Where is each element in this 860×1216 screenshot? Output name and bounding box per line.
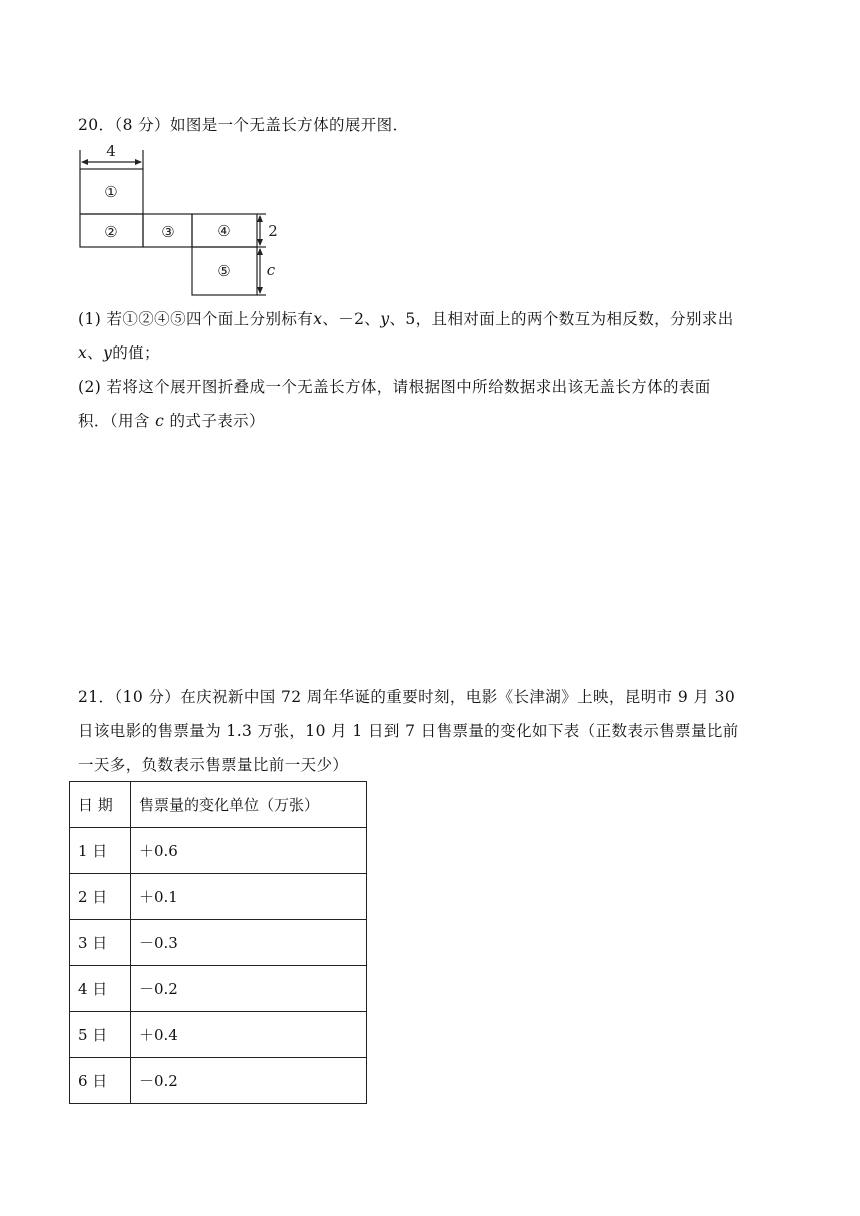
table-cell-date: 2 日	[70, 874, 131, 920]
question-21-line-2: 日该电影的售票量为 1.3 万张，10 月 1 日到 7 日售票量的变化如下表（正数表示售票量比前	[78, 722, 739, 740]
face-3-label: ③	[161, 223, 175, 241]
face-1-label: ①	[104, 183, 118, 201]
face-4-label: ④	[217, 222, 231, 240]
table-row	[70, 874, 367, 920]
table-cell-date: 3 日	[70, 920, 131, 966]
depth-label: c	[266, 261, 276, 279]
question-20-header: 20．（8 分）如图是一个无盖长方体的展开图．	[78, 116, 409, 134]
ticket-change-table	[69, 781, 367, 1104]
face-2-label: ②	[104, 223, 118, 241]
table-cell-change: ＋0.6	[131, 828, 367, 874]
question-20-part-2-line-1: (2) 若将这个展开图折叠成一个无盖长方体，请根据图中所给数据求出该无盖长方体的表面	[78, 378, 711, 396]
table-header-change: 售票量的变化单位（万张）	[131, 782, 367, 828]
table-cell-change: －0.2	[131, 966, 367, 1012]
height-label: 2	[268, 222, 278, 240]
question-20-part-1-line-2: x、y的值；	[78, 344, 160, 362]
table-row	[70, 1012, 367, 1058]
table-cell-change: ＋0.4	[131, 1012, 367, 1058]
table-header-row	[70, 782, 367, 828]
question-20-part-2-line-2: 积．（用含 c 的式子表示）	[78, 412, 265, 430]
table-cell-date: 4 日	[70, 966, 131, 1012]
table-cell-date: 1 日	[70, 828, 131, 874]
table-row	[70, 920, 367, 966]
table-cell-change: ＋0.1	[131, 874, 367, 920]
question-21-line-1: 21．（10 分）在庆祝新中国 72 周年华诞的重要时刻，电影《长津湖》上映，昆明市 9 月 30	[78, 688, 736, 706]
question-21-line-3: 一天多，负数表示售票量比前一天少）	[78, 756, 349, 774]
table-cell-change: －0.2	[131, 1058, 367, 1104]
table-cell-date: 5 日	[70, 1012, 131, 1058]
question-20-part-1-line-1: (1) 若①②④⑤四个面上分别标有x、－2、y、5，且相对面上的两个数互为相反数，分别求出	[78, 310, 734, 328]
table-cell-date: 6 日	[70, 1058, 131, 1104]
table-header-date: 日 期	[70, 782, 131, 828]
table-row	[70, 828, 367, 874]
cuboid-net-figure	[60, 140, 300, 302]
table-row	[70, 966, 367, 1012]
face-5-label: ⑤	[217, 262, 231, 280]
width-label: 4	[106, 142, 116, 160]
table-cell-change: －0.3	[131, 920, 367, 966]
table-row	[70, 1058, 367, 1104]
